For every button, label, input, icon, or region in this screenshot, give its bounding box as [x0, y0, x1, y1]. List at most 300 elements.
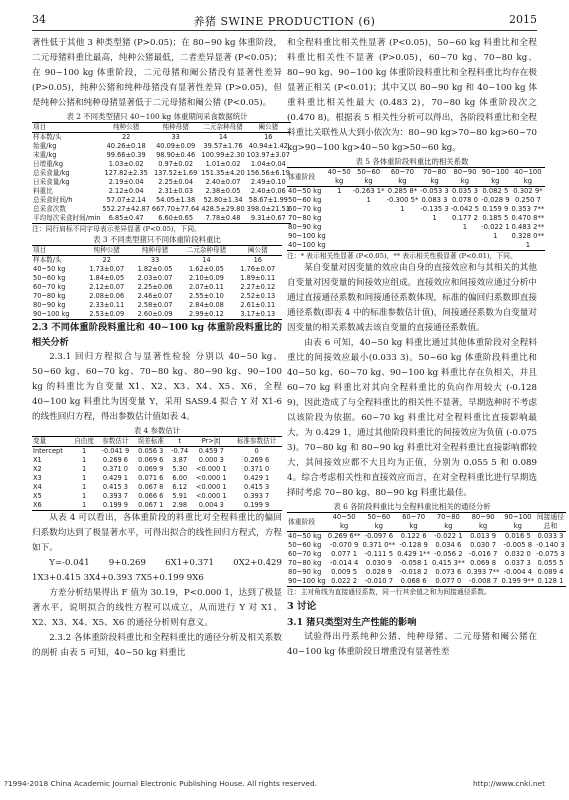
table-cell: 0.055 5	[537, 559, 564, 567]
table-6-note: 注：主对角线为直接通径系数，同一行其余值之和为间接通径系数。	[287, 588, 491, 596]
table-row	[32, 447, 282, 457]
table-cell: 6.60±0.65	[158, 214, 194, 222]
table-cell: 5.30	[172, 465, 188, 473]
table-row	[32, 310, 282, 320]
table-cell: 90~100 kg	[33, 310, 70, 318]
table-row	[32, 474, 282, 483]
journal-year: 2015	[509, 13, 537, 26]
table-cell: 0.429 1	[102, 474, 128, 482]
table-header-cell: 二元杂种母猪	[179, 246, 233, 256]
table-cell: 40.26±0.18	[106, 142, 146, 150]
table-5-note: 注：* 表示相关性显著 (P<0.05)，** 表示相关性极显著 (P<0.01)，下同。	[287, 252, 517, 260]
table-cell	[327, 223, 352, 232]
table-cell: 0.250 7	[514, 196, 541, 204]
left-column	[32, 36, 290, 661]
table-cell: 3.17±0.13	[240, 310, 276, 318]
table-header-cell: 80~90 kg	[450, 168, 480, 187]
table-cell	[419, 241, 449, 251]
table-header-cell: 80~90 kg	[466, 513, 501, 532]
table-cell: 1.62±0.05	[188, 265, 224, 273]
table-cell: 0.004 3	[198, 501, 224, 509]
table-cell: 0.429 1**	[397, 550, 430, 558]
table-cell	[386, 214, 420, 223]
table-cell: -0.300 5*	[386, 196, 419, 204]
copyright-notice: ?1994-2018 China Academic Journal Electronic Publishing House. All rights reserved.	[4, 779, 318, 788]
table-header-cell: 变量	[32, 437, 71, 447]
table-row	[287, 532, 566, 542]
table-cell: X4	[33, 483, 42, 491]
table-cell: 70~80 kg	[33, 292, 66, 300]
table-cell: 90~100 kg	[288, 232, 326, 240]
table-cell: 末重/kg	[33, 151, 57, 159]
table-cell: <0.000 1	[195, 465, 227, 473]
table-cell: 1.01±0.02	[205, 160, 241, 168]
table-cell: 2.12±0.04	[108, 187, 144, 195]
table-header-row	[287, 168, 545, 187]
table-cell: 1	[366, 196, 371, 204]
table-cell: -0.022 1	[481, 223, 510, 231]
table-row	[287, 241, 545, 251]
table-cell: 2.55±0.10	[188, 292, 224, 300]
table-cell: 2.12±0.07	[89, 283, 125, 291]
table-cell: 33	[171, 133, 180, 141]
table-cell: 0.371 0	[244, 465, 270, 473]
table-cell: 1	[525, 241, 531, 249]
table-row	[32, 301, 282, 310]
table-cell: -0.042 5	[450, 205, 480, 213]
table-cell	[450, 232, 480, 241]
table-row	[32, 196, 291, 205]
table-cell: 5.91	[172, 492, 188, 500]
table-cell: 1	[81, 492, 87, 500]
table-cell: 2.33±0.11	[89, 301, 125, 309]
table-cell: 0.159 9	[482, 205, 509, 213]
table-cell: 2.53±0.09	[89, 310, 125, 318]
table-cell: 16	[253, 256, 262, 264]
table-cell: -0.008 7	[468, 577, 498, 585]
table-cell: 2.46±0.07	[137, 292, 173, 300]
header-rule	[32, 30, 537, 31]
table-cell: 0.078 0	[451, 196, 478, 204]
table-row	[287, 214, 545, 223]
table-cell: 2.03±0.07	[137, 274, 173, 282]
table-row	[32, 492, 282, 501]
table-cell: 16	[264, 133, 273, 141]
table-cell: 0.393 7**	[466, 568, 500, 576]
table-cell: 70~80 kg	[288, 214, 322, 222]
table-cell: 0.009 5	[331, 568, 358, 576]
table-row	[32, 142, 291, 151]
table-cell: 14	[202, 256, 211, 264]
table-cell: 2.98	[172, 501, 188, 509]
table-cell: 1.03±0.02	[108, 160, 144, 168]
table-row	[32, 483, 282, 492]
table-cell: 0.415 3	[102, 483, 128, 491]
table-cell: 2.84±0.08	[188, 301, 224, 309]
table-header-cell: 40~50 kg	[327, 168, 351, 185]
table-cell: -0.097 6	[364, 532, 394, 540]
table-cell: 1	[81, 456, 87, 464]
table-cell: 40~50 kg	[288, 187, 322, 195]
table-cell: 2.61±0.11	[240, 301, 276, 309]
paragraph: 由表 6 可知，40~50 kg 料重比通过其他体重阶段对全程料重比的间接效应最小(0.033 3)。50~60 kg 体重阶段料重比和 40~50 kg、60~70 kg、90~100 kg 料重比存在负相关，并且 60~70 kg 料重比对其向全程料重比的负向作用较大 (-0.128 9)，因此造成了与全程料重比的相关性不显著，早期选种时不考虑以该阶段为依据。60~70 kg 料重比对全程料重比直接影响最大，为 0.429 1，通过其他阶段料重比的间接效应为负值 (-0.075 3)。70~80 kg 和 80~90 kg 料重比对全程料重比直接影响都较大，其间接效应都不大且均为正值，分别为 0.055 5 和 0.089 4。综合考虑相关性和直接效应而言，在对全程料重比进行早期选择时考虑 70~80 kg、80~90 kg 料重比最佳。	[287, 338, 537, 498]
table-cell: -0.128 9	[399, 541, 428, 549]
table-cell: 39.57±1.76	[203, 142, 243, 150]
table-cell: 428.5±29.80	[201, 205, 245, 213]
table-cell: 40~100 kg	[288, 241, 326, 249]
table-cell: 40.09±0.09	[156, 142, 196, 150]
table-cell: 0.429 1	[244, 474, 270, 482]
regression-equation: Y=-0.041 9+0.269 6X1+0.371 0X2+0.429 1X3+0.415 3X4+0.393 7X5+0.199 9X6	[32, 558, 282, 583]
table-cell: 0.269 6	[102, 456, 128, 464]
table-cell: 0.199 9	[102, 501, 128, 509]
table-header-cell: 二元杂种母猪	[200, 123, 245, 133]
table-cell: 137.52±1.69	[153, 169, 198, 177]
table-cell	[352, 232, 386, 241]
table-cell: 52.80±1.34	[203, 196, 243, 204]
table-header-cell: 90~100 kg	[481, 168, 509, 185]
table-cell	[352, 223, 386, 232]
section-3-1-heading: 3.1 猪只类型对生产性能的影响	[287, 617, 417, 628]
table-cell: -0.014 4	[329, 559, 359, 567]
paragraph: 试验得出丹系纯种公猪、纯种母猪、二元母猪和阉公猪在 40~100 kg 体重阶段日增重没有显著性差	[287, 632, 537, 657]
table-row	[32, 214, 291, 224]
table-cell: -0.018 2	[399, 568, 428, 576]
table-cell: 9.31±0.67	[250, 214, 286, 222]
table-cell: 1	[81, 474, 87, 482]
table-cell: 0.030 7	[470, 541, 497, 549]
table-cell: 2.07±0.11	[188, 283, 224, 291]
table-row	[32, 465, 282, 474]
table-cell: 0.393 7	[244, 492, 270, 500]
table-2-note: 注：同行肩标不同字母表示差异显著 (P<0.05)，下同。	[32, 225, 201, 233]
table-cell: 平均每次采食时间/min	[33, 214, 101, 222]
table-row	[287, 568, 566, 577]
table-cell: 40.94±1.42	[248, 142, 288, 150]
table-cell: 0.034 6	[435, 541, 462, 549]
table-cell: 总采食量/kg	[33, 169, 70, 177]
table-cell: <0.000 1	[195, 474, 227, 482]
table-header-row	[287, 513, 566, 532]
table-row	[287, 559, 566, 568]
table-cell	[386, 223, 420, 232]
table-cell: 0.077 0	[435, 577, 462, 585]
table-cell: 50~60 kg	[288, 541, 322, 549]
table-cell: 0.470 8**	[511, 214, 545, 222]
table-cell: 0.269 6**	[327, 532, 361, 540]
table-row	[32, 178, 291, 187]
table-cell: -0.74	[171, 447, 189, 455]
table-header-cell: 纯种公猪	[83, 246, 131, 256]
table-cell: X3	[33, 474, 42, 482]
table-cell	[480, 241, 510, 251]
table-cell: -0.056 2	[434, 550, 463, 558]
table-cell: 22	[102, 256, 111, 264]
table-cell: 0.459 7	[198, 447, 224, 455]
table-cell: 667.70±77.64	[151, 205, 200, 213]
table-cell: 3.87	[172, 456, 188, 464]
table-cell: 2.49±0.10	[250, 178, 286, 186]
table-3-caption: 表 3 不同类型猪只不同体重阶段料重比	[93, 235, 221, 244]
table-row	[287, 541, 566, 550]
paragraph: 著性低于其他 3 种类型猪 (P>0.05)；在 80~90 kg 体重阶段，二元母猪料重比最高，纯种公猪最低，二者差异显著 (P<0.05)；在 90~100 kg 体重阶段，二元母猪和阉公猪没有显著性差异 (P>0.05)，纯种公猪和纯种母猪没有显著性差异 (P>0.05)，但是纯种公猪和纯种母猪显著低于二元母猪和阉公猪 (P<0.05)。	[32, 38, 282, 108]
table-cell: 14	[218, 133, 228, 141]
table-header-cell: 70~80 kg	[431, 513, 466, 532]
table-row	[287, 196, 545, 205]
table-cell: 90~100 kg	[288, 577, 326, 585]
table-cell: 7.78±0.48	[205, 214, 241, 222]
table-header-cell: 纯种公猪	[101, 123, 150, 133]
table-cell: X6	[33, 501, 42, 509]
table-cell: 50~60 kg	[288, 196, 322, 204]
table-cell: 0.067 8	[138, 483, 164, 491]
table-row	[287, 550, 566, 559]
table-cell: 127.82±2.35	[104, 169, 148, 177]
table-cell: 0.069 6	[138, 456, 164, 464]
table-cell: 2.52±0.13	[240, 292, 276, 300]
table-cell: 398.0±21.51	[246, 205, 290, 213]
table-5	[287, 167, 545, 251]
table-cell: 日增重/kg	[33, 160, 64, 168]
table-cell: -0.140 3	[536, 541, 565, 549]
table-cell: 料重比	[33, 187, 53, 195]
table-cell: 0.066 6	[138, 492, 164, 500]
table-header-row	[32, 123, 291, 133]
table-cell: -0.053 3	[420, 187, 449, 195]
table-cell: 0.082 5	[482, 187, 509, 195]
table-header-cell: 体重阶段	[287, 168, 327, 187]
table-cell: 0.97±0.02	[158, 160, 194, 168]
table-cell: 2.19±0.04	[108, 178, 144, 186]
table-header-cell: 自由度	[71, 437, 98, 447]
table-cell: 1.73±0.07	[89, 265, 125, 273]
table-cell	[327, 196, 352, 205]
table-cell	[386, 232, 420, 241]
table-cell: 0.199 9**	[501, 577, 535, 585]
table-cell: 始重/kg	[33, 142, 57, 150]
table-cell: 1.89±0.11	[240, 274, 276, 282]
table-cell: 60~70 kg	[288, 550, 322, 558]
table-cell: 0.073 6	[435, 568, 462, 576]
table-cell	[386, 241, 420, 251]
table-row	[287, 205, 545, 214]
table-cell: -0.263 1*	[352, 187, 385, 195]
table-header-cell: 50~60 kg	[352, 168, 386, 187]
table-row	[32, 205, 291, 214]
table-cell: 0	[254, 447, 259, 455]
table-row	[287, 223, 545, 232]
table-cell: -0.022 1	[434, 532, 463, 540]
table-3	[32, 245, 282, 320]
section-2-3-heading: 2.3 不同体重阶段料重比和 40~100 kg 体重阶段料重比的相关分析	[32, 322, 282, 348]
table-cell: -0.041 9	[101, 447, 130, 455]
table-cell: -0.016 7	[468, 550, 498, 558]
table-cell: 1	[462, 223, 468, 231]
table-cell: 60~70 kg	[288, 205, 322, 213]
table-header-cell: 40~50 kg	[327, 513, 362, 532]
table-cell: 0.285 8*	[387, 187, 418, 195]
table-cell: 样本数/头	[33, 256, 62, 264]
table-cell: -0.028 9	[481, 196, 510, 204]
table-cell: 1	[337, 187, 342, 195]
table-cell	[352, 214, 386, 223]
table-cell: 80~90 kg	[288, 223, 322, 231]
table-cell: X2	[33, 465, 42, 473]
table-row	[32, 256, 282, 266]
table-cell: 0.128 1	[537, 577, 564, 585]
paragraph: 某自变量对因变量的效应由自身的直接效应和与其相关的其他自变量对因变量的间接效应组成。直接效应和间接效应通过分析中通过直接通径系数和间接通径系数体现，标准的偏回归系数即直接通径系数(即表 4 中的标准参数估计值)，间接通径系数为自变量对因变量的相关系数减去该自变量的直接通径系数值。	[287, 263, 537, 333]
table-row	[32, 456, 282, 465]
table-row	[32, 292, 282, 301]
table-header-cell: 阉公猪	[246, 123, 291, 133]
table-row	[32, 133, 291, 143]
table-cell: 40~50 kg	[33, 265, 66, 273]
table-header-cell: 参数估计	[97, 437, 133, 447]
table-cell: 0.000 3	[198, 456, 224, 464]
table-cell: 0.030 9	[365, 559, 392, 567]
table-cell: -0.010 7	[364, 577, 394, 585]
table-cell: 0.022 2	[331, 577, 358, 585]
table-cell: 99.66±0.39	[106, 151, 146, 159]
table-cell: 2.58±0.07	[137, 301, 173, 309]
table-cell: 1	[81, 501, 87, 509]
table-cell	[352, 241, 386, 251]
page-header	[32, 13, 537, 31]
table-cell: 1	[493, 232, 498, 240]
paragraph: 从表 4 可以看出，各体重阶段的料重比对全程料重比的偏回归系数均达到了极显著水平，可得出拟合的线性回归方程式，方程如下。	[32, 513, 282, 553]
table-cell: 6.85±0.47	[108, 214, 144, 222]
table-cell: <0.000 1	[195, 492, 227, 500]
footer-url: http://www.cnki.net	[472, 779, 545, 788]
table-cell: 2.08±0.06	[89, 292, 125, 300]
table-cell: X1	[33, 456, 42, 464]
table-cell: 0.371 0**	[362, 541, 396, 549]
table-cell: 156.56±6.19	[246, 169, 290, 177]
table-cell: 151.35±4.20	[201, 169, 245, 177]
table-cell: -0.005 8	[503, 541, 533, 549]
right-column	[287, 36, 565, 660]
table-cell: 58.67±1.99	[248, 196, 288, 204]
table-cell: -0.111 5	[364, 550, 394, 558]
table-cell: 0.016 5	[504, 532, 531, 540]
table-cell: 0.033 3	[537, 532, 564, 540]
table-cell	[352, 205, 386, 214]
table-cell: 0.122 6	[400, 532, 427, 540]
table-cell: 0.056 3	[138, 447, 164, 455]
table-header-cell: 标准参数估计	[231, 437, 282, 447]
page-number: 34	[32, 13, 46, 26]
table-cell	[450, 241, 480, 251]
table-cell: 98.90±0.46	[156, 151, 196, 159]
table-cell: 1	[400, 205, 405, 213]
table-cell: 22	[121, 133, 131, 141]
table-cell: 57.07±2.14	[106, 196, 146, 204]
table-header-cell: 50~60 kg	[361, 513, 396, 532]
table-cell: -0.058 1	[399, 559, 428, 567]
table-6-caption: 表 6 各阶段料重比与全程料重比相关的通径分析	[333, 502, 491, 511]
table-cell: Intercept	[33, 447, 63, 455]
table-row	[32, 169, 291, 178]
table-row	[32, 151, 291, 160]
table-header-cell: 间接通径总和	[536, 513, 565, 530]
table-cell: 总采食次数	[33, 205, 66, 213]
table-row	[287, 232, 545, 241]
table-cell: 552.27±42.87	[102, 205, 150, 213]
table-cell: 1	[81, 483, 87, 491]
paragraph: 2.3.2 各体重阶段料重比和全程料重比的通径分析及相关系数的剖析 由表 5 可知，40~50 kg 料重比	[32, 633, 282, 658]
table-cell: 2.99±0.12	[188, 310, 224, 318]
table-header-cell: 60~70 kg	[386, 168, 420, 187]
table-cell: 2.40±0.07	[205, 178, 241, 186]
table-header-cell: 纯种母猪	[151, 123, 200, 133]
table-header-cell: 项目	[32, 123, 101, 133]
table-header-row	[32, 437, 282, 447]
table-row	[32, 265, 282, 274]
table-cell: 0.177 2	[451, 214, 478, 222]
table-cell: 0.328 0**	[511, 232, 545, 240]
table-cell: 0.032 0	[504, 550, 531, 558]
table-cell: 0.069 8	[470, 559, 497, 567]
table-header-cell: t	[168, 437, 191, 447]
table-cell	[327, 214, 352, 223]
table-cell: 0.037 3	[504, 559, 531, 567]
table-cell: 2.31±0.03	[158, 187, 194, 195]
table-cell: 1.04±0.04	[250, 160, 286, 168]
table-cell: 33	[150, 256, 160, 264]
table-header-cell: 项目	[32, 246, 83, 256]
table-cell: 2.25±0.06	[137, 283, 173, 291]
table-cell: 50~60 kg	[33, 274, 66, 282]
table-cell: 0.415 3	[244, 483, 270, 491]
table-cell: 1	[81, 447, 87, 455]
table-4-caption: 表 4 参数估计	[133, 426, 181, 435]
table-cell	[327, 241, 352, 251]
table-cell: 2.60±0.09	[137, 310, 173, 318]
table-header-cell: Pr>|t|	[191, 437, 231, 447]
table-cell: 103.97±3.07	[246, 151, 290, 159]
journal-title: 养猪 SWINE PRODUCTION (6)	[193, 15, 376, 28]
table-cell: 1	[81, 465, 87, 473]
table-header-cell: 误差标准	[133, 437, 168, 447]
table-header-cell: 90~100 kg	[500, 513, 535, 532]
table-cell: 0.371 0	[102, 465, 128, 473]
table-cell: 0.071 6	[138, 474, 164, 482]
table-cell: 0.028 9	[365, 568, 392, 576]
table-cell: 60~70 kg	[33, 283, 66, 291]
table-cell: 0.185 5	[482, 214, 509, 222]
table-cell: -0.070 9	[329, 541, 359, 549]
table-cell: 样本数/头	[33, 133, 62, 141]
section-3-heading: 3 讨论	[287, 601, 317, 612]
table-row	[287, 577, 566, 587]
table-row	[32, 501, 282, 511]
table-cell: 1.84±0.05	[89, 274, 125, 282]
table-header-cell: 体重阶段	[287, 513, 327, 532]
table-cell: 0.068 6	[400, 577, 427, 585]
table-cell: 2.27±0.12	[240, 283, 276, 291]
table-cell: 80~90 kg	[33, 301, 66, 309]
table-cell: 70~80 kg	[288, 559, 322, 567]
table-cell: 0.069 9	[138, 465, 164, 473]
table-row	[32, 283, 282, 292]
table-header-cell: 阉公猪	[234, 246, 282, 256]
table-cell: 0.269 6	[244, 456, 270, 464]
table-cell: 6.12	[172, 483, 188, 491]
table-cell: 总采食时间/h	[33, 196, 73, 204]
table-cell: 0.483 2**	[511, 223, 545, 231]
table-cell: <0.000 1	[195, 483, 227, 491]
table-cell: 0.393 7	[102, 492, 128, 500]
